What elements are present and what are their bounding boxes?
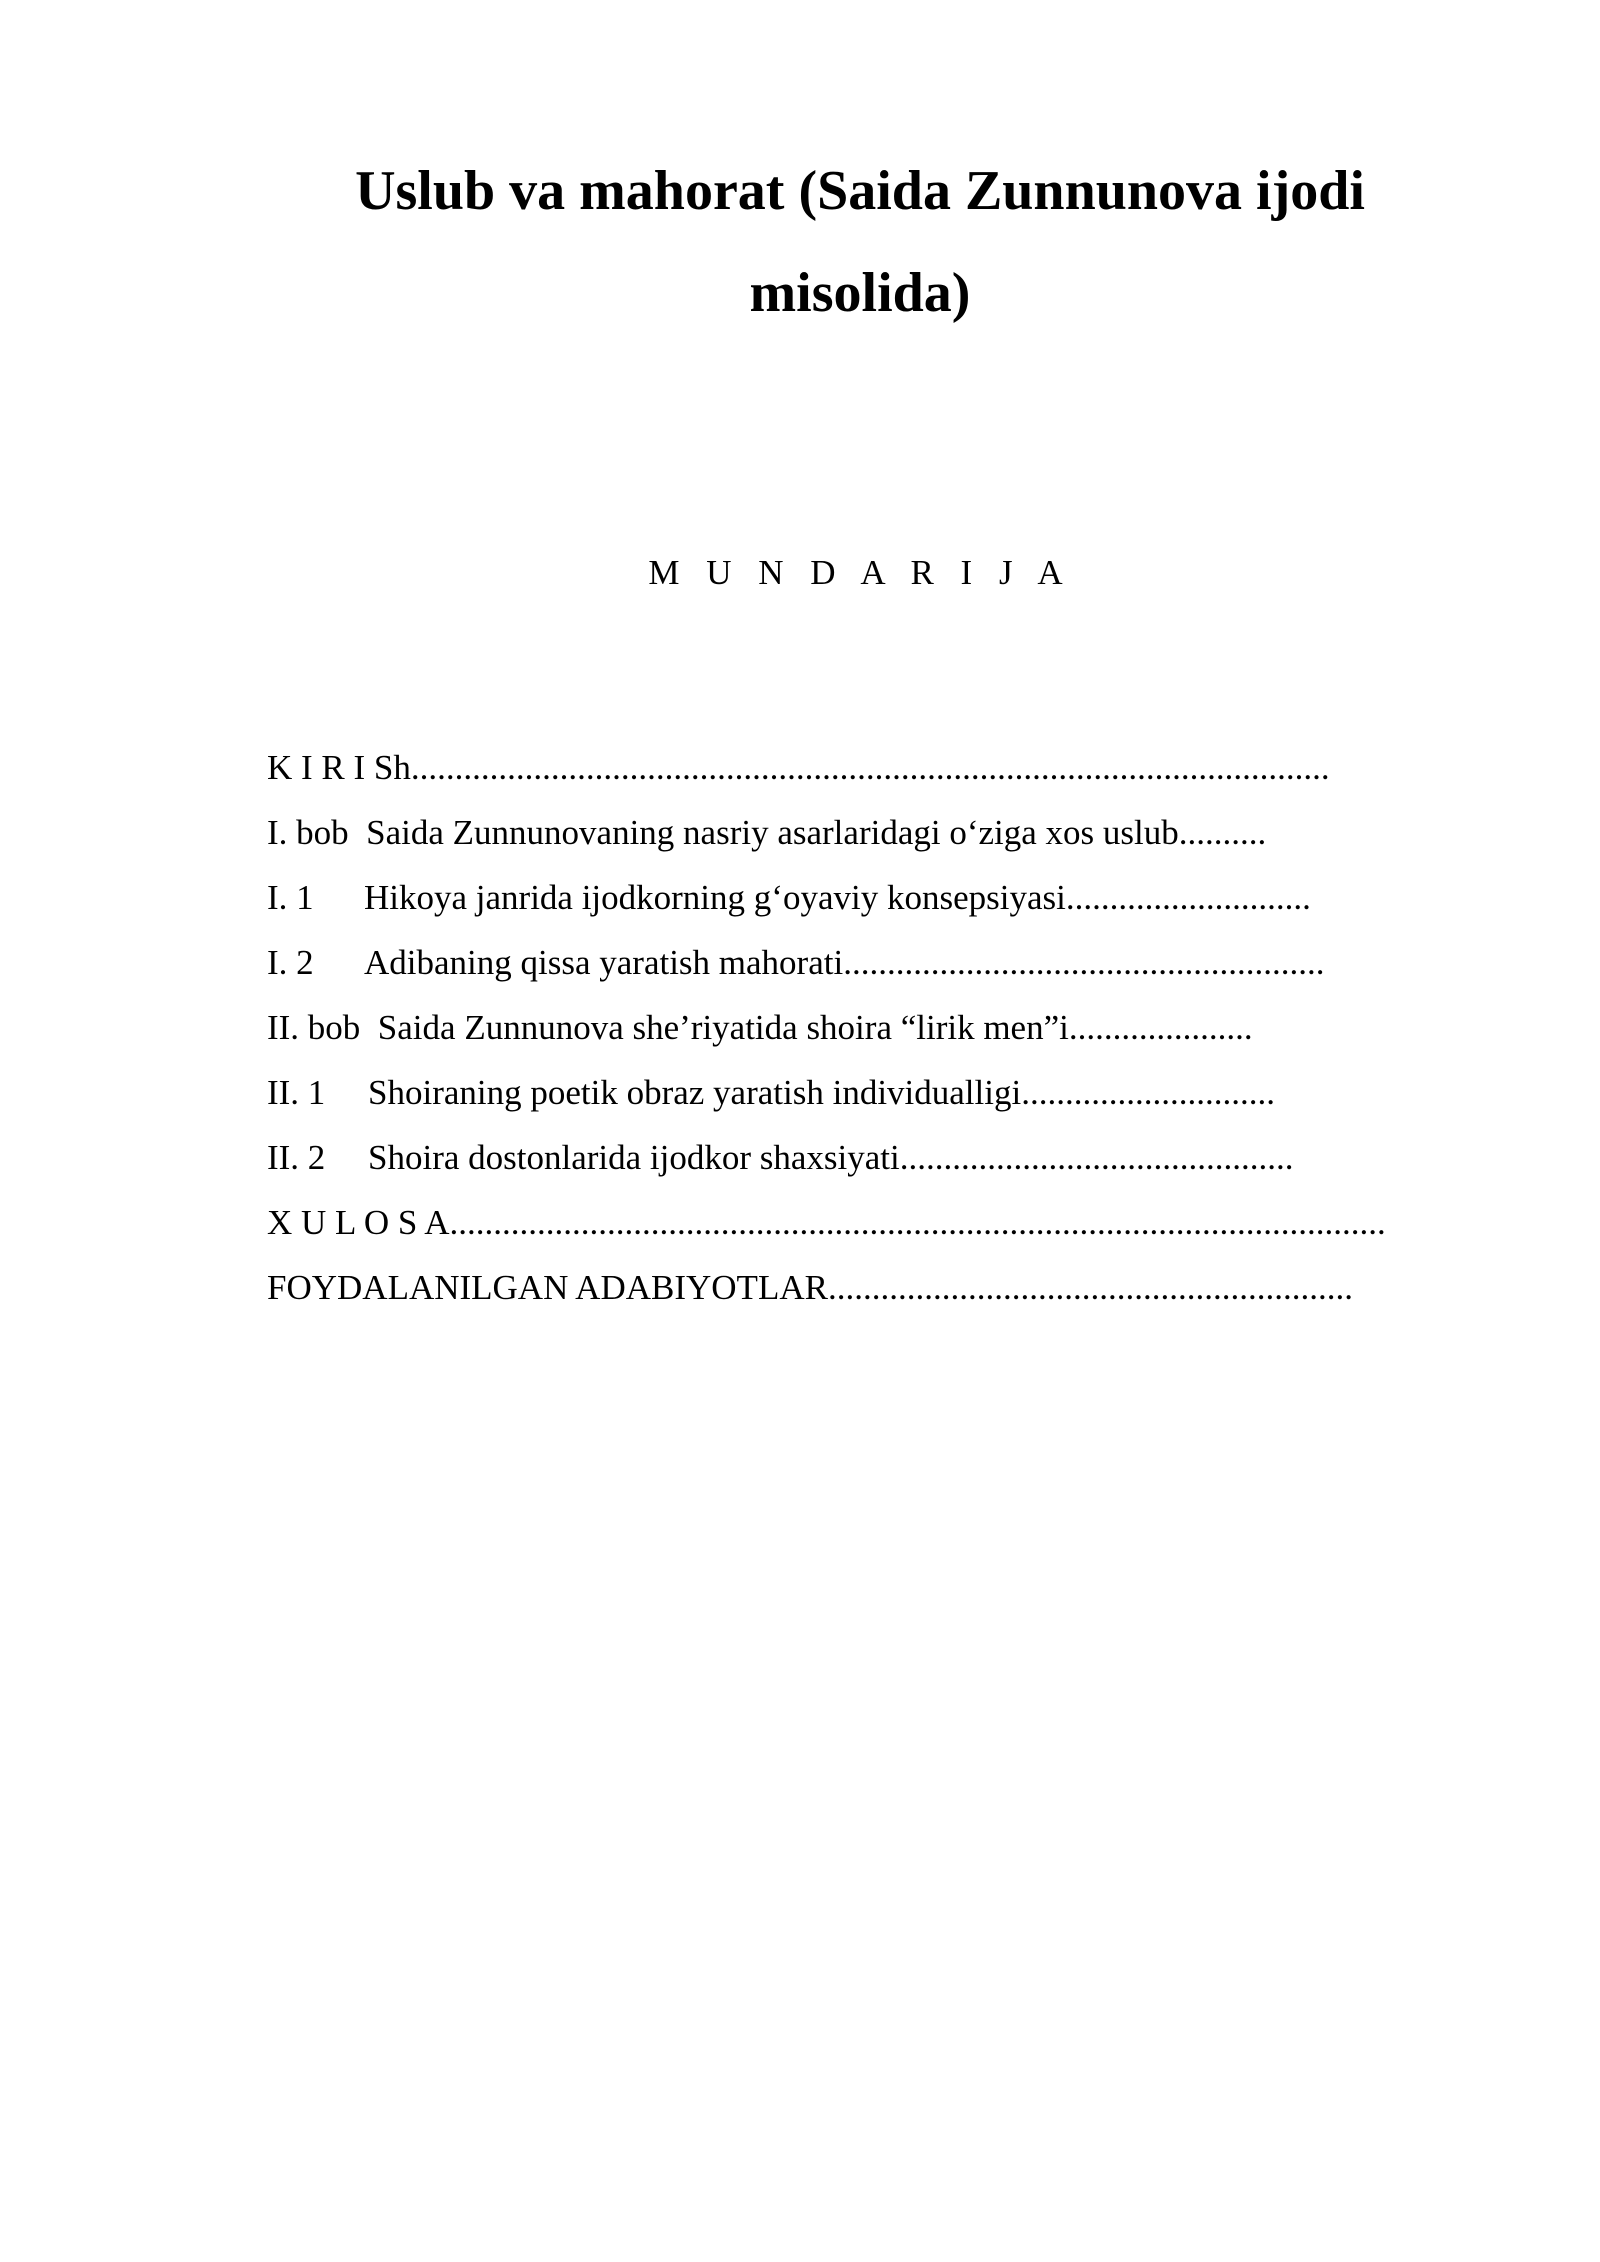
toc-entry-text: FOYDALANILGAN ADABIYOTLAR [267,1268,828,1307]
toc-dot-leader: ............................ [1065,878,1311,917]
toc-entry-text: X U L O S A [267,1203,450,1242]
toc-entry-section-2-1 [267,1068,1467,1133]
toc-dot-leader: ............................................................ [827,1268,1353,1307]
toc-entry-introduction [267,743,1467,808]
toc-entry-text: Hikoya janrida ijodkorning g‘oyaviy konsepsiyasi [364,878,1066,917]
toc-entry-section-1-2 [267,938,1467,1003]
toc-entry-section-2-2 [267,1133,1467,1198]
toc-entry-number: II. 2 [267,1138,326,1177]
toc-dot-leader: ............................................. [899,1138,1294,1177]
toc-entry-text: II. bob Saida Zunnunova she’riyatida shoira “lirik men”i [267,1008,1069,1047]
toc-entry-number: I. 2 [267,943,314,982]
table-of-contents [267,743,1467,1328]
toc-entry-chapter-1 [267,808,1467,873]
toc-dot-leader: ........................................................................................................... [449,1203,1386,1242]
toc-entry-text: Shoiraning poetik obraz yaratish individualligi [368,1073,1022,1112]
toc-dot-leader: ..................... [1068,1008,1253,1047]
toc-dot-leader: ......................................................................................................... [410,748,1330,787]
toc-entry-references [267,1263,1467,1328]
toc-dot-leader: .......... [1178,813,1267,852]
toc-entry-section-1-1 [267,873,1467,938]
toc-dot-leader: ............................. [1021,1073,1275,1112]
toc-entry-number: II. 1 [267,1073,326,1112]
toc-entry-number: I. 1 [267,878,314,917]
document-title: Uslub va mahorat (Saida Zunnunova ijodi misolida) [355,160,1365,324]
toc-dot-leader: ....................................................... [843,943,1325,982]
toc-entry-conclusion [267,1198,1467,1263]
toc-entry-chapter-2 [267,1003,1467,1068]
toc-entry-text: Adibaning qissa yaratish mahorati [364,943,844,982]
toc-entry-text: Shoira dostonlarida ijodkor shaxsiyati [368,1138,900,1177]
toc-entry-text: K I R I Sh [267,748,411,787]
toc-entry-text: I. bob Saida Zunnunovaning nasriy asarlaridagi o‘ziga xos uslub [267,813,1179,852]
toc-heading: M U N D A R I J A [648,553,1072,592]
